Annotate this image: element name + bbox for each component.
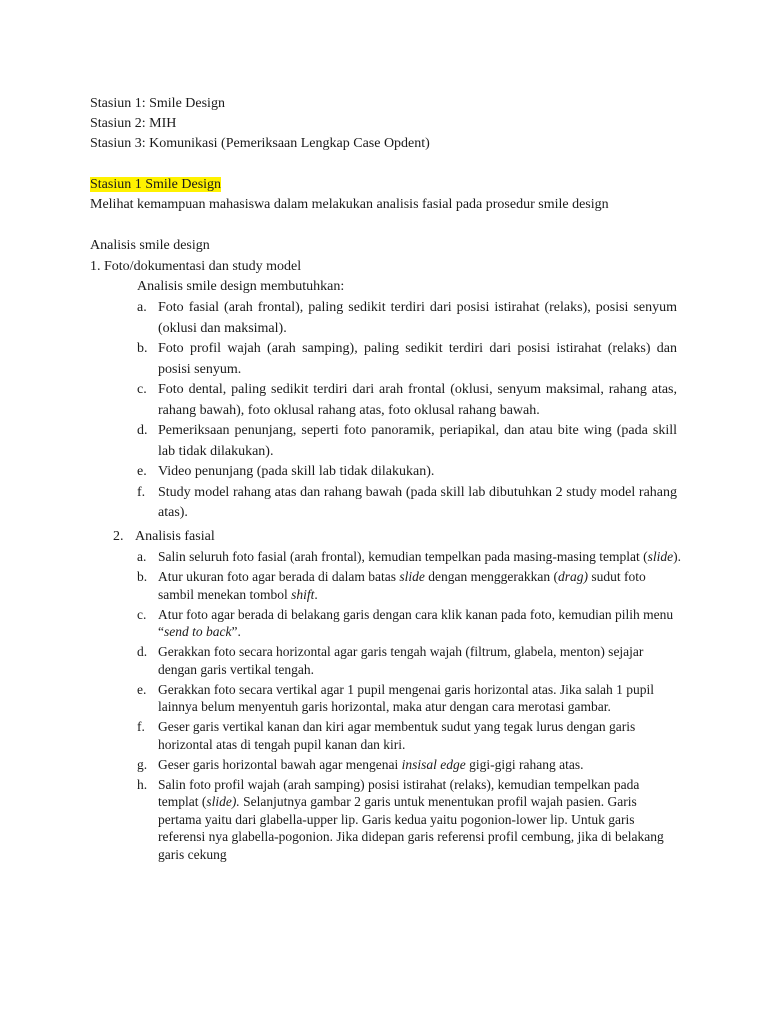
list-item-text: Geser garis vertikal kanan dan kiri agar membentuk sudut yang tegak lurus dengan garis horizontal atas di tengah pupil kanan dan kiri.: [158, 719, 636, 752]
list-item: [137, 483, 677, 524]
list-marker: c.: [137, 606, 147, 622]
highlighted-heading-text: Stasiun 1 Smile Design: [90, 177, 222, 192]
station-1: Stasiun 1: Smile Design: [90, 96, 225, 111]
list-marker: f.: [137, 484, 146, 500]
list-item: [137, 718, 682, 753]
text-run: .: [314, 586, 318, 602]
list-marker: f.: [137, 719, 145, 734]
list-item: [137, 462, 677, 483]
list-item: [137, 606, 682, 641]
list-marker: d.: [137, 423, 148, 438]
list-marker: d.: [137, 644, 148, 659]
italic-term: insisal edge: [401, 756, 466, 772]
list-marker: g.: [137, 756, 148, 772]
highlighted-heading: [90, 175, 221, 195]
section-2-number: 2.: [113, 529, 124, 544]
section-1-subtitle: Analisis smile design membutuhkan:: [137, 279, 345, 294]
list-item-text: [158, 607, 673, 640]
italic-term: send to back: [164, 624, 232, 639]
section-2-title-text: Analisis fasial: [135, 529, 215, 544]
list-marker: a.: [137, 300, 147, 315]
intro-paragraph: Melihat kemampuan mahasiswa dalam melakukan analisis fasial pada prosedur smile design: [90, 197, 609, 212]
italic-term: slide: [399, 569, 425, 584]
section-1-title: 1. Foto/dokumentasi dan study model: [90, 259, 302, 274]
italic-term: shift: [291, 586, 315, 602]
list-item: [137, 548, 682, 566]
text-run: Geser garis horizontal bawah agar mengenai: [158, 756, 402, 772]
list-item-text: Gerakkan foto secara vertikal agar 1 pupil mengenai garis horizontal atas. Jika salah 1 pupil lainnya belum menyentuh garis horizontal, maka atur dengan cara merotasi gambar.: [158, 681, 654, 714]
list-item: [137, 568, 682, 603]
list-marker: e.: [137, 681, 147, 697]
list-item-text: Gerakkan foto secara horizontal agar garis tengah wajah (filtrum, glabela, menton) sejajar dengan garis vertikal tengah.: [158, 644, 644, 677]
station-2: Stasiun 2: MIH: [90, 116, 177, 131]
list-item-text: [158, 777, 664, 862]
list-item-text: Foto dental, paling sedikit terdiri dari arah frontal (oklusi, senyum maksimal, rahang atas, rahang bawah), foto oklusal rahang atas, foto oklusal rahang bawah.: [158, 382, 677, 418]
text-run: gigi-gigi rahang atas.: [465, 756, 584, 772]
section-2-title: [113, 527, 215, 547]
list-marker: h.: [137, 776, 148, 792]
text-run: Selanjutnya gambar 2 garis untuk menentukan profil wajah pasien. Garis pertama yaitu dari glabella-upper lip. Garis kedua yaitu pogonion-lower lip. Untuk garis referensi nya glabella-pogonion. Jika didepan garis referensi profil cembung, jika di belakang garis cekung: [158, 794, 664, 862]
list-item: [137, 643, 682, 678]
list-item: [137, 298, 677, 339]
list-item-text: [158, 569, 646, 602]
list-item-text: [158, 549, 681, 564]
list-item-text: Foto fasial (arah frontal), paling sedikit terdiri dari posisi istirahat (relaks), posisi senyum (oklusi dan maksimal).: [158, 300, 677, 336]
list-item-text: Foto profil wajah (arah samping), paling sedikit terdiri dari posisi istirahat (relaks) dan posisi senyum.: [158, 341, 677, 377]
italic-term: slide: [647, 549, 674, 564]
text-run: Atur ukuran foto agar berada di dalam batas: [158, 569, 400, 584]
text-run: ”.: [231, 624, 241, 639]
italic-term: drag): [557, 569, 588, 584]
list-marker: e.: [137, 464, 147, 479]
text-run: Atur foto agar berada di belakang garis dengan cara klik kanan pada foto, kemudian pilih menu “: [158, 606, 674, 639]
list-item: [137, 776, 682, 864]
text-run: Salin foto profil wajah (arah samping) posisi istirahat (relaks), kemudian tempelkan pada templat (: [158, 776, 640, 809]
list-item: [137, 756, 682, 774]
list-item-text: Video penunjang (pada skill lab tidak dilakukan).: [158, 464, 435, 479]
analysis-title: Analisis smile design: [90, 238, 210, 253]
list-marker: a.: [137, 549, 147, 564]
list-item-text: Pemeriksaan penunjang, seperti foto panoramik, periapikal, dan atau bite wing (pada skill lab tidak dilakukan).: [158, 423, 677, 459]
list-item: [137, 339, 677, 380]
text-run: ).: [673, 549, 681, 564]
list-marker: c.: [137, 382, 147, 397]
station-3: Stasiun 3: Komunikasi (Pemeriksaan Lengkap Case Opdent): [90, 136, 430, 151]
italic-term: slide).: [206, 794, 240, 809]
text-run: dengan menggerakkan (: [424, 569, 558, 584]
text-run: sudut foto sambil menekan tombol: [158, 569, 646, 602]
list-item: [137, 681, 682, 716]
list-marker: b.: [137, 341, 148, 356]
list-marker: b.: [137, 569, 148, 584]
section-2-list: [137, 548, 682, 866]
list-item-text: [158, 757, 584, 772]
section-1-list: [137, 298, 677, 524]
list-item: [137, 421, 677, 462]
text-run: Salin seluruh foto fasial (arah frontal), kemudian tempelkan pada masing-masing templat (: [158, 549, 648, 564]
list-item-text: Study model rahang atas dan rahang bawah (pada skill lab dibutuhkan 2 study model rahang atas).: [158, 484, 677, 520]
station-list: [90, 94, 430, 154]
list-item: [137, 380, 677, 421]
